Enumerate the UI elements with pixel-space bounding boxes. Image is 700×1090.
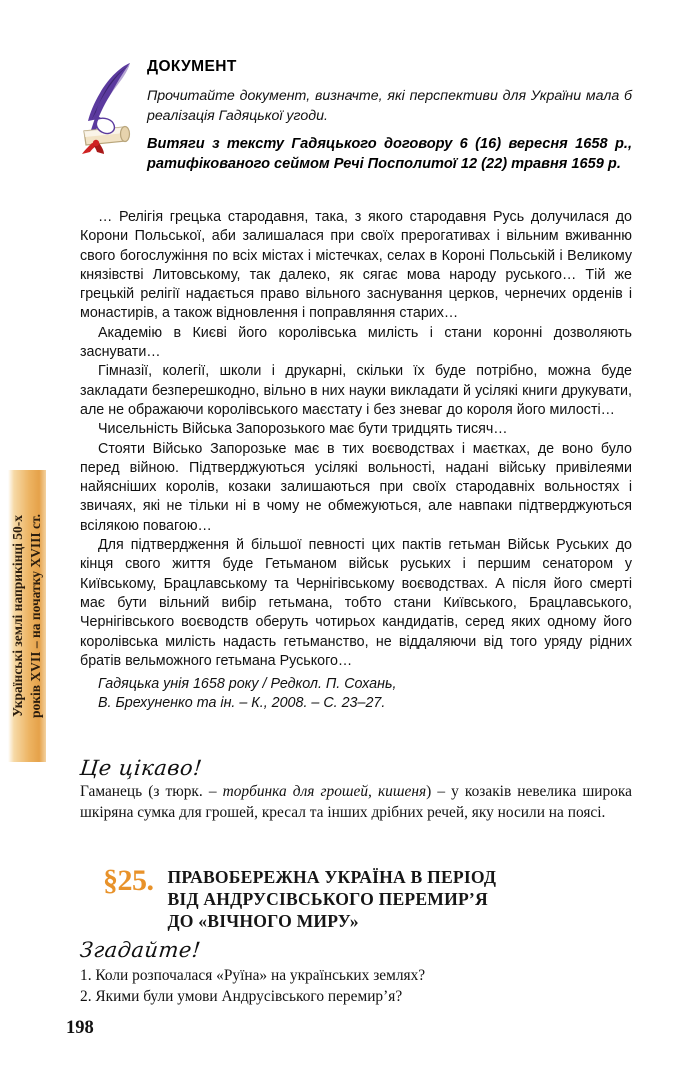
side-tab-line-2: років XVII – на початку XVIII ст. [28,513,43,719]
interesting-fact-heading: Це цікаво! [78,756,204,780]
recall-question: 2. Якими були умови Андрусівського перемир’я? [80,987,403,1005]
recall-block [80,938,632,1007]
recall-question: 1. Коли розпочалася «Руїна» на українських землях? [80,967,426,984]
quill-pen-scroll-icon [80,57,142,155]
document-source-line-1: Гадяцька унія 1658 року / Редкол. П. Сохань, [98,676,397,693]
chapter-title-line-3: ДО «ВІЧНОГО МИРУ» [167,911,359,931]
document-title: Витяги з тексту Гадяцького договору 6 (16) вересня 1658 р., ратифікованого сеймом Речі Посполитої 12 (22) травня 1659 р. [147,136,632,172]
document-header-text [142,55,632,174]
side-chapter-tab-text [9,471,45,761]
document-intro: Прочитайте документ, визначте, які перспективи для України мала б реалізація Гадяцької угоди. [147,88,632,124]
document-paragraph: Стояти Військо Запорозьке має в тих воєводствах і маєтках, де воно було перед війною. Підтверджуються усілякі вольності, надані війську привілеями найясніших королів, козаки залишаються при своїх стародавніх вольностях і звичаях, які не тільки ні в чому не обмежуються, але навпаки підтверджуються всілякою повагою… [80,440,632,534]
document-header-row [80,55,632,174]
chapter-header [103,866,643,932]
page-number: 198 [66,1018,94,1038]
chapter-title-line-2: ВІД АНДРУСІВСЬКОГО ПЕРЕМИР’Я [167,889,488,909]
interesting-fact-text [80,782,632,823]
chapter-title-line-1: ПРАВОБЕРЕЖНА УКРАЇНА В ПЕРІОД [167,867,497,887]
interesting-text-italic: торбинка для грошей, кишеня [222,783,427,800]
document-paragraph: Академію в Києві його королівська милість і стани коронні дозволяють заснувати… [80,324,632,361]
chapter-number: §25. [103,864,154,897]
document-source-line-2: В. Брехуненко та ін. – К., 2008. – С. 23–27. [98,695,386,712]
document-paragraph: Гімназії, колегії, школи і друкарні, скільки їх буде потрібно, можна буде закладати безперешкодно, вільно в них науки викладати й усілякі книги друкувати, але не ображаючи королівського маєстату і без зневаг до короля його милості… [80,363,632,418]
recall-question-list [80,966,632,1007]
document-paragraph: Чисельність Війська Запорозького має бути тридцять тисяч… [98,421,508,438]
interesting-fact-block [80,756,632,823]
document-header-block [80,55,632,174]
document-body [80,208,632,714]
recall-heading: Згадайте! [78,938,203,962]
document-paragraph: … Релігія грецька стародавня, така, з якого стародавня Русь долучилася до Корони Польської, аби залишалася при своїх прерогативах і вільним вживанню свого богослужіння по всіх містах і містечках, селах в Короні Польській і Великому князівстві Литовському, так далеко, як сягає мова народу руського… Тій же грецькій релігії надається право вільного заснування церков, чернечих орденів і монастирів, а також відновлення і поправляння старих… [80,209,632,322]
chapter-title [168,866,497,932]
document-paragraph: Для підтвердження й більшої певності цих пактів гетьман Військ Руських до кінця свого життя буде Гетьманом військ руських і першим сенатором у Київському, Брацлавському та Чернігівському воєводствах. А після його смерті має бути вільний вибір гетьмана, тобто стани Київського, Брацлавського, Чернігівського воєводств оберуть чотирьох кандидатів, серед яких одному його королівська милість надасть гетьманство, не віддаляючи від того уряду рідних братів вельможного гетьмана Руського… [80,537,632,669]
interesting-text-part-1: Гаманець (з тюрк. – [80,783,223,800]
side-chapter-tab [8,470,46,762]
interesting-text-part-2: ) – у козаків невелика широка шкіряна сумка для грошей, кресал та інших дрібних речей, яку носили на поясі. [80,783,632,821]
side-tab-line-1: Українські землі наприкінці 50-х [10,514,25,718]
document-label: ДОКУМЕНТ [147,58,237,75]
